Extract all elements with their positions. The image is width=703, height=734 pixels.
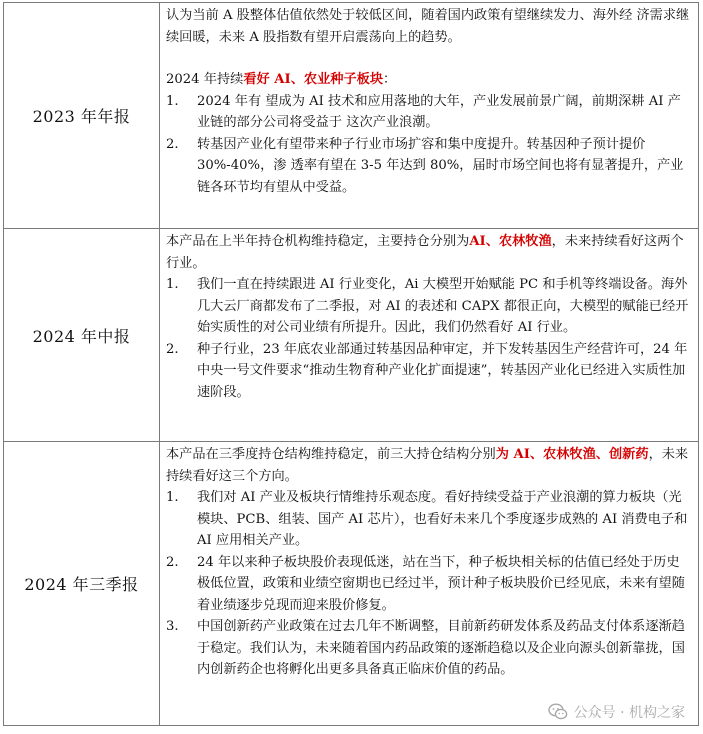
intro-highlight: 为 AI、农林牧渔、创新药 (495, 447, 649, 462)
watermark (548, 702, 685, 722)
paragraph-spacer (166, 48, 690, 69)
row-label: 2024 年中报 (4, 229, 160, 442)
row-content (160, 3, 699, 229)
list-number: 1. (166, 490, 179, 505)
intro-suffix: ，未来持续看好这两个行业。 (166, 234, 684, 271)
intro-text: 认为当前 A 股整体估值依然处于较低区间，随着国内政策有望继续发力、海外经 济需求继续回暖，未来 A 股指数有望开启震荡向上的趋势。 (166, 8, 690, 45)
list-item (166, 134, 690, 199)
list-number: 2. (166, 341, 179, 357)
table-row (4, 3, 699, 229)
intro-prefix: 本产品在三季度持仓结构维持稳定，前三大持仓结构分别 (166, 447, 496, 462)
focus-prefix: 2024 年持续 (166, 72, 244, 87)
point-list (166, 91, 690, 199)
list-text: 我们对 AI 产业及板块行情维持乐观态度。看好持续受益于产业浪潮的算力板块（光模块、PCB、组装、国产 AI 芯片），也看好未来几个季度逐步成熟的 AI 消费电子和 AI 应用相关产业。 (197, 490, 688, 548)
list-text: 24 年以来种子板块股价表现低迷，站在当下，种子板块相关标的估值已经处于历史极低位置，政策和业绩空窗期也已经过半，预计种子板块股价已经见底，未来有望随着业绩逐步兑现而迎来股价修复。 (197, 554, 685, 613)
table-row (4, 229, 699, 442)
wechat-icon (548, 703, 568, 721)
list-number: 2. (166, 136, 179, 152)
row-content (160, 229, 699, 442)
point-list (166, 487, 690, 681)
list-item (166, 487, 690, 552)
list-item (166, 339, 690, 404)
row-label: 2024 年三季报 (4, 442, 160, 726)
point-list (166, 274, 690, 403)
list-number: 2. (166, 554, 179, 570)
list-item (166, 552, 690, 617)
list-text: 转基因产业化有望带来种子行业市场扩容和集中度提升。转基因种子预计提价 30%-40%，渗 透率有望在 3-5 年达到 80%，届时市场空间也将有显著提升，产业链各环节均有望从中受益。 (197, 136, 684, 195)
list-number: 3. (166, 619, 179, 634)
list-text: 种子行业，23 年底农业部通过转基因品种审定，并下发转基因生产经营许可，24 年中央一号文件要求“推动生物育种产业化扩面提速”，转基因产业化已经进入实质性加速阶段。 (197, 341, 688, 400)
list-item (166, 274, 690, 339)
list-item (166, 91, 690, 134)
list-number: 1. (166, 277, 179, 292)
list-text: 中国创新药产业政策在过去几年不断调整，目前新药研发体系及药品支付体系逐渐趋于稳定。我们认为，未来随着国内药品政策的逐渐趋稳以及企业向源头创新靠拢，国内创新药企也将孵化出更多具备真正临床价值的药品。 (197, 619, 685, 677)
list-text: 我们一直在持续跟进 AI 行业变化，Ai 大模型开始赋能 PC 和手机等终端设备。海外几大云厂商都发布了二季报，对 AI 的表述和 CAPX 都很正向，大模型的赋能已经开始实质性的对公司业绩有所提升。因此，我们仍然看好 AI 行业。 (197, 277, 689, 335)
list-item (166, 616, 690, 681)
watermark-text: 公众号 · 机构之家 (573, 705, 685, 721)
list-number: 1. (166, 93, 179, 109)
intro-text (166, 231, 690, 274)
report-table (3, 2, 699, 726)
intro-suffix: ，未来持续看好这三个方向。 (166, 447, 689, 484)
list-text: 2024 年有 望成为 AI 技术和应用落地的大年，产业发展前景广阔，前期深耕 AI 产业链的部分公司将受益于 这次产业浪潮。 (197, 93, 681, 130)
row-content (160, 442, 699, 726)
focus-suffix: ： (383, 72, 397, 87)
focus-highlight: 看好 AI、农业种子板块 (243, 72, 384, 87)
intro-prefix: 本产品在上半年持仓机构维持稳定，主要持仓分别为 (166, 234, 470, 249)
row-label: 2023 年年报 (4, 3, 160, 229)
focus-line (166, 69, 690, 91)
table-row (4, 442, 699, 726)
intro-highlight: AI、农林牧渔 (469, 234, 552, 249)
intro-text (166, 444, 690, 487)
